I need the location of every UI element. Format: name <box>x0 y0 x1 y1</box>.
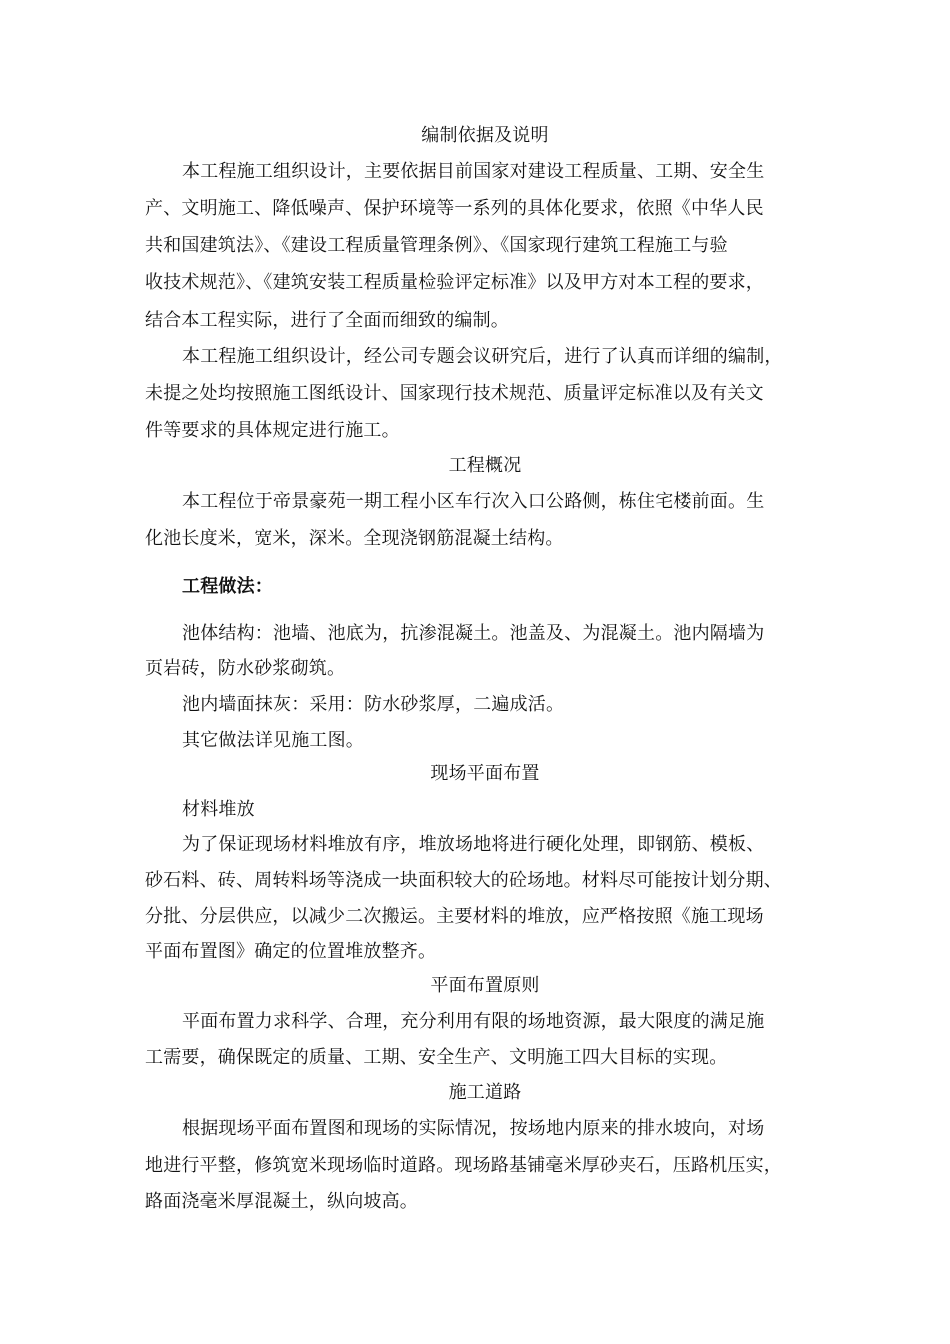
methods-paragraph-1-line: 页岩砖，防水砂浆砌筑。 <box>145 658 346 679</box>
materials-paragraph-line: 为了保证现场材料堆放有序，堆放场地将进行硬化处理，即钢筋、模板、 <box>182 834 765 855</box>
principles-paragraph-line: 平面布置力求科学、合理，充分利用有限的场地资源，最大限度的满足施 <box>182 1011 765 1032</box>
heading-overview: 工程概况 <box>448 455 522 476</box>
overview-paragraph-line: 化池长度米，宽米，深米。全现浇钢筋混凝土结构。 <box>145 528 564 549</box>
materials-paragraph-line: 分批、分层供应，以减少二次搬运。主要材料的堆放，应严格按照《施工现场 <box>145 906 764 927</box>
basis-paragraph-1-line: 结合本工程实际，进行了全面而细致的编制。 <box>145 310 509 331</box>
methods-paragraph-1-line: 池体结构：池墙、池底为，抗渗混凝土。池盖及、为混凝土。池内隔墙为 <box>182 623 765 644</box>
methods-paragraph-3: 其它做法详见施工图。 <box>182 730 364 751</box>
methods-paragraph-2: 池内墙面抹灰：采用：防水砂浆厚，二遍成活。 <box>182 694 565 715</box>
roads-paragraph-line: 路面浇毫米厚混凝土，纵向坡高。 <box>145 1191 418 1212</box>
heading-layout: 现场平面布置 <box>430 763 540 784</box>
materials-paragraph-line: 平面布置图》确定的位置堆放整齐。 <box>145 941 437 962</box>
materials-title: 材料堆放 <box>182 799 255 820</box>
basis-paragraph-1-line: 共和国建筑法》、《建设工程质量管理条例》、《国家现行建筑工程施工与验 <box>145 235 728 256</box>
basis-paragraph-2-line: 未提之处均按照施工图纸设计、国家现行技术规范、质量评定标准以及有关文 <box>145 383 764 404</box>
heading-roads: 施工道路 <box>448 1082 522 1103</box>
heading-methods: 工程做法： <box>182 576 273 597</box>
basis-paragraph-1-line: 本工程施工组织设计，主要依据目前国家对建设工程质量、工期、安全生 <box>182 161 765 182</box>
roads-paragraph-line: 地进行平整，修筑宽米现场临时道路。现场路基铺毫米厚砂夹石，压路机压实， <box>145 1155 782 1176</box>
heading-principles: 平面布置原则 <box>430 975 540 996</box>
roads-paragraph-line: 根据现场平面布置图和现场的实际情况，按场地内原来的排水坡向，对场 <box>182 1118 765 1139</box>
basis-paragraph-2-line: 本工程施工组织设计，经公司专题会议研究后，进行了认真而详细的编制， <box>182 346 783 367</box>
basis-paragraph-1-line: 收技术规范》、《建筑安装工程质量检验评定标准》以及甲方对本工程的要求， <box>145 272 764 293</box>
materials-paragraph-line: 砂石料、砖、周转料场等浇成一块面积较大的砼场地。材料尽可能按计划分期、 <box>145 870 782 891</box>
heading-basis: 编制依据及说明 <box>421 125 549 146</box>
overview-paragraph-line: 本工程位于帝景豪苑一期工程小区车行次入口公路侧，栋住宅楼前面。生 <box>182 491 765 512</box>
basis-paragraph-2-line: 件等要求的具体规定进行施工。 <box>145 420 400 441</box>
principles-paragraph-line: 工需要，确保既定的质量、工期、安全生产、文明施工四大目标的实现。 <box>145 1047 728 1068</box>
basis-paragraph-1-line: 产、文明施工、降低噪声、保护环境等一系列的具体化要求，依照《中华人民 <box>145 198 764 219</box>
